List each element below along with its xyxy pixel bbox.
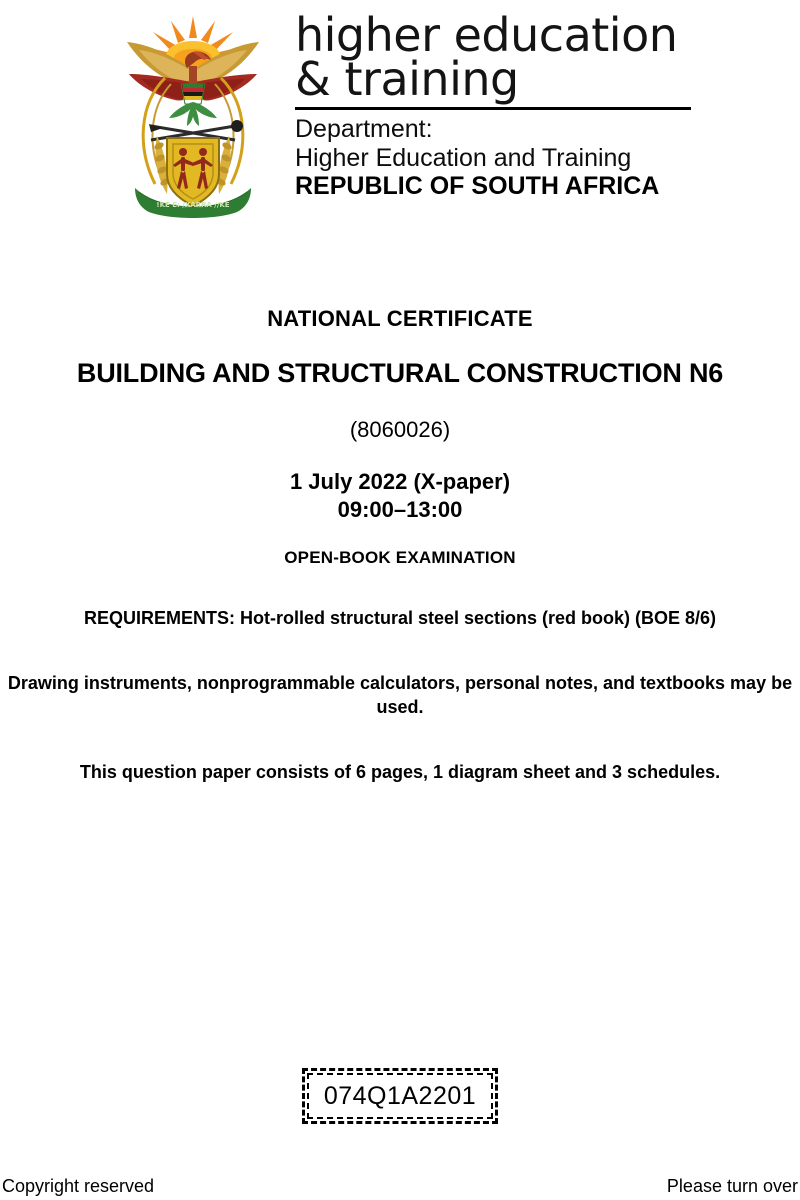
paper-code-box: [302, 1068, 498, 1124]
exam-type: OPEN-BOOK EXAMINATION: [284, 548, 516, 567]
svg-text:!KE E: /XARRA //KE: !KE E: /XARRA //KE: [156, 201, 230, 209]
certificate-title: NATIONAL CERTIFICATE: [267, 306, 533, 331]
copyright-notice: Copyright reserved: [2, 1176, 155, 1196]
document-header: [0, 8, 800, 230]
wordmark-divider: [295, 107, 691, 110]
paper-code-value: 074Q1A2201: [313, 1077, 487, 1115]
wordmark-line-1: higher education: [295, 8, 678, 62]
country-name: REPUBLIC OF SOUTH AFRICA: [295, 172, 660, 201]
allowed-items-text: Drawing instruments, nonprogrammable calculators, personal notes, and textbooks may be used.: [7, 673, 793, 718]
paper-code: (8060026): [349, 417, 451, 442]
requirements-text: REQUIREMENTS: Hot-rolled structural steel sections (red book) (BOE 8/6): [83, 608, 717, 628]
paper-code-box-container: [0, 1068, 800, 1124]
department-label: Department:: [295, 115, 433, 144]
department-name: Higher Education and Training: [295, 143, 632, 172]
south-african-coat-of-arms-icon: [105, 8, 281, 222]
page-count-statement: This question paper consists of 6 pages, 1 diagram sheet and 3 schedules.: [79, 761, 721, 782]
exam-time: 09:00–13:00: [337, 497, 463, 522]
wordmark-line-2: & training: [295, 51, 519, 106]
page-footer: [0, 1176, 800, 1197]
cover-page-body: [0, 230, 800, 783]
subject-title: BUILDING AND STRUCTURAL CONSTRUCTION N6: [76, 358, 724, 388]
department-wordmark: [295, 8, 695, 201]
turn-over-notice: Please turn over: [666, 1176, 798, 1196]
exam-date: 1 July 2022 (X-paper): [289, 469, 511, 494]
